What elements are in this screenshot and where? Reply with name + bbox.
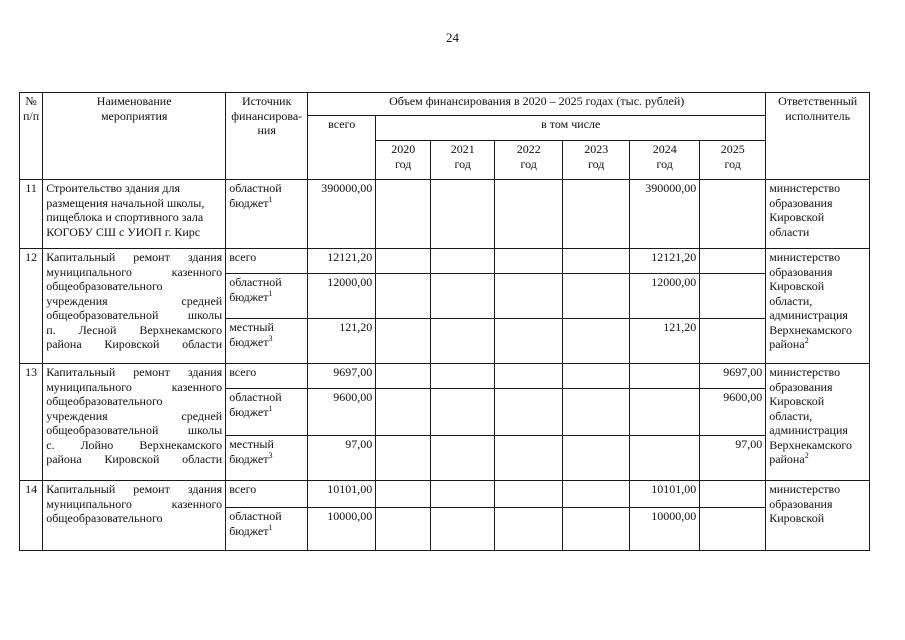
amount-2023: [563, 274, 630, 319]
amount-2023: [563, 364, 630, 389]
funding-source: [226, 180, 308, 249]
amount-total: 9697,00: [308, 364, 376, 389]
header-text: ния: [257, 123, 276, 137]
executor-line: Кировской: [769, 210, 825, 224]
activity-name-line: муниципального казенного: [46, 264, 223, 279]
executor-line: области,: [769, 408, 813, 423]
header-row: [20, 93, 870, 116]
header-total: всего: [308, 116, 376, 180]
amount-2020: [376, 249, 431, 274]
activity-name-line: Капитальный ремонт здания: [46, 482, 223, 496]
executor-line: администрация: [769, 423, 848, 437]
footnote-mark: 3: [268, 333, 273, 343]
executor-line: образования: [769, 195, 833, 210]
header-text: год: [724, 156, 741, 171]
row-number: 13: [20, 364, 43, 481]
header-text: год: [587, 156, 605, 171]
amount-2022: [495, 508, 563, 551]
funding-source-line: областной: [229, 275, 282, 289]
funding-source-line: бюджет$^1$: [229, 194, 273, 210]
funding-source-line: бюджет$^3$: [229, 450, 273, 466]
responsible-executor: [766, 180, 870, 249]
amount-2025: [700, 481, 766, 508]
amount-2020: [376, 481, 431, 508]
funding-source-line: всего: [229, 365, 257, 379]
amount-2022: [495, 249, 563, 274]
responsible-executor: [766, 481, 870, 551]
executor-line: министерство: [769, 250, 841, 264]
header-text: №: [25, 94, 37, 108]
amount-2021: [431, 481, 495, 508]
executor-line: Кировской: [769, 394, 825, 408]
amount-2025: [700, 180, 766, 249]
footnote-mark: 1: [268, 403, 273, 413]
funding-source: [226, 436, 308, 481]
responsible-executor: [766, 249, 870, 364]
footnote-mark: 1: [268, 194, 273, 204]
amount-2024: 12121,20: [630, 249, 700, 274]
amount-total: 9600,00: [308, 389, 376, 436]
header-executor: [766, 93, 870, 180]
funding-source-line: областной: [229, 390, 282, 404]
amount-total: 12121,20: [308, 249, 376, 274]
header-text: Наименование: [96, 94, 172, 108]
activity-name: [43, 180, 226, 249]
amount-2024: [630, 364, 700, 389]
footnote-mark: 2: [804, 336, 809, 345]
funding-source-line: местный: [229, 320, 274, 334]
header-text: год: [520, 156, 537, 171]
activity-name-line: Строительство здания для: [46, 181, 180, 195]
activity-name-line: муниципального казенного: [46, 379, 223, 394]
amount-total: 390000,00: [308, 180, 376, 249]
amount-2023: [563, 508, 630, 551]
table-row: [20, 180, 870, 249]
header-text: год: [656, 156, 673, 171]
amount-2022: [495, 481, 563, 508]
activity-name-line: общеобразовательного: [46, 279, 163, 293]
funding-source-line: областной: [229, 509, 282, 523]
executor-line: Кировской: [769, 279, 825, 293]
amount-2020: [376, 364, 431, 389]
amount-2022: [495, 319, 563, 364]
amount-2023: [563, 180, 630, 249]
header-source: [226, 93, 308, 180]
amount-2023: [563, 249, 630, 274]
header-text: 2025: [720, 142, 745, 156]
amount-2021: [431, 319, 495, 364]
header-including: в том числе: [376, 116, 766, 141]
amount-2024: [630, 436, 700, 481]
amount-2020: [376, 319, 431, 364]
table-row: [20, 481, 870, 508]
activity-name-line: с. Лойно Верхнекамского: [46, 437, 223, 452]
amount-2022: [495, 274, 563, 319]
activity-name-line: учреждения средней: [46, 408, 223, 423]
executor-line: области: [769, 224, 810, 239]
amount-2020: [376, 508, 431, 551]
funding-source-line: бюджет$^1$: [229, 522, 273, 538]
funding-source-line: бюджет$^3$: [229, 333, 273, 349]
amount-2021: [431, 436, 495, 481]
header-text: год: [394, 156, 412, 171]
header-year-2024: [630, 141, 700, 180]
header-text: год: [454, 156, 471, 171]
amount-total: 12000,00: [308, 274, 376, 319]
amount-2024: [630, 389, 700, 436]
executor-line: образования: [769, 496, 833, 511]
executor-line: Верхнекамского: [769, 437, 853, 452]
activity-name-line: пищеблока и спортивного зала: [46, 210, 204, 224]
executor-line: Кировской: [769, 511, 825, 525]
amount-2022: [495, 389, 563, 436]
amount-2021: [431, 180, 495, 249]
activity-name-line: КОГОБУ СШ с УИОП г. Кирс: [46, 224, 201, 239]
header-text: финансирова-: [231, 108, 303, 123]
header-text: мероприятия: [100, 108, 168, 123]
amount-2021: [431, 364, 495, 389]
amount-2020: [376, 180, 431, 249]
amount-2025: [700, 508, 766, 551]
funding-source-line: бюджет$^1$: [229, 403, 273, 419]
footnote-mark: 3: [268, 450, 273, 460]
amount-2021: [431, 274, 495, 319]
table-row: [20, 249, 870, 274]
header-num: [20, 93, 43, 180]
amount-2025: 9697,00: [700, 364, 766, 389]
amount-2025: [700, 274, 766, 319]
amount-2024: 12000,00: [630, 274, 700, 319]
amount-2023: [563, 481, 630, 508]
header-text: 2022: [516, 142, 541, 156]
activity-name: [43, 481, 226, 551]
amount-2024: 390000,00: [630, 180, 700, 249]
row-number: 14: [20, 481, 43, 551]
amount-2023: [563, 436, 630, 481]
activity-name-line: Капитальный ремонт здания: [46, 250, 223, 264]
funding-source: [226, 274, 308, 319]
funding-source-line: всего: [229, 250, 257, 264]
funding-source-line: местный: [229, 437, 274, 451]
amount-2025: 97,00: [700, 436, 766, 481]
amount-2023: [563, 319, 630, 364]
header-text: Ответственный: [778, 94, 858, 108]
executor-line: министерство: [769, 181, 841, 195]
activity-name-line: Капитальный ремонт здания: [46, 365, 223, 379]
header-volume: Объем финансирования в 2020 – 2025 годах (тыс. рублей): [308, 93, 766, 116]
amount-2021: [431, 249, 495, 274]
funding-source: [226, 389, 308, 436]
amount-2022: [495, 364, 563, 389]
amount-2024: 121,20: [630, 319, 700, 364]
footnote-mark: 2: [804, 451, 809, 460]
amount-total: 97,00: [308, 436, 376, 481]
activity-name-line: учреждения средней: [46, 293, 223, 308]
amount-total: 10101,00: [308, 481, 376, 508]
row-number: 12: [20, 249, 43, 364]
responsible-executor: [766, 364, 870, 481]
amount-2025: [700, 249, 766, 274]
amount-2025: 9600,00: [700, 389, 766, 436]
funding-source-line: бюджет$^1$: [229, 288, 273, 304]
executor-line: Верхнекамского: [769, 322, 853, 337]
activity-name-line: размещения начальной школы,: [46, 195, 205, 210]
executor-line: области,: [769, 293, 813, 308]
funding-source: [226, 319, 308, 364]
funding-source: [226, 364, 308, 389]
header-year-2023: [563, 141, 630, 180]
activity-name-line: общеобразовательной школы: [46, 423, 223, 437]
funding-source-line: всего: [229, 482, 257, 496]
amount-total: 121,20: [308, 319, 376, 364]
executor-line: образования: [769, 264, 833, 279]
activity-name-line: общеобразовательного: [46, 394, 163, 408]
executor-line: министерство: [769, 482, 841, 496]
header-text: исполнитель: [785, 108, 851, 123]
amount-2023: [563, 389, 630, 436]
activity-name: [43, 249, 226, 364]
header-text: 2024: [652, 142, 677, 156]
amount-2024: 10000,00: [630, 508, 700, 551]
executor-line: района$^2$: [769, 451, 809, 466]
header-text: 2021: [450, 142, 475, 156]
activity-name-line: муниципального казенного: [46, 496, 223, 511]
page-number: 24: [446, 30, 459, 45]
activity-name-line: района Кировской области: [46, 337, 223, 351]
financing-table: [19, 92, 870, 551]
footnote-mark: 1: [268, 288, 273, 298]
amount-2021: [431, 508, 495, 551]
header-year-2020: [376, 141, 431, 180]
activity-name-line: общеобразовательного: [46, 511, 163, 525]
table-row: [20, 364, 870, 389]
funding-source: [226, 249, 308, 274]
amount-2020: [376, 389, 431, 436]
row-number: 11: [20, 180, 43, 249]
funding-source: [226, 508, 308, 551]
amount-2021: [431, 389, 495, 436]
funding-source: [226, 481, 308, 508]
executor-line: района$^2$: [769, 336, 809, 351]
header-text: Источник: [241, 94, 292, 108]
funding-source-line: областной: [229, 181, 282, 195]
amount-2020: [376, 436, 431, 481]
amount-2024: 10101,00: [630, 481, 700, 508]
header-year-2025: [700, 141, 766, 180]
amount-2022: [495, 436, 563, 481]
header-text: 2020: [391, 142, 416, 156]
executor-line: образования: [769, 379, 833, 394]
header-text: 2023: [584, 142, 609, 156]
header-year-2021: [431, 141, 495, 180]
footnote-mark: 1: [268, 522, 273, 532]
header-name: [43, 93, 226, 180]
activity-name-line: района Кировской области: [46, 452, 223, 466]
header-text: п/п: [23, 108, 40, 123]
activity-name: [43, 364, 226, 481]
executor-line: администрация: [769, 308, 848, 322]
activity-name-line: общеобразовательной школы: [46, 308, 223, 322]
amount-total: 10000,00: [308, 508, 376, 551]
executor-line: министерство: [769, 365, 841, 379]
activity-name-line: п. Лесной Верхнекамского: [46, 322, 223, 337]
amount-2025: [700, 319, 766, 364]
amount-2020: [376, 274, 431, 319]
header-year-2022: [495, 141, 563, 180]
amount-2022: [495, 180, 563, 249]
